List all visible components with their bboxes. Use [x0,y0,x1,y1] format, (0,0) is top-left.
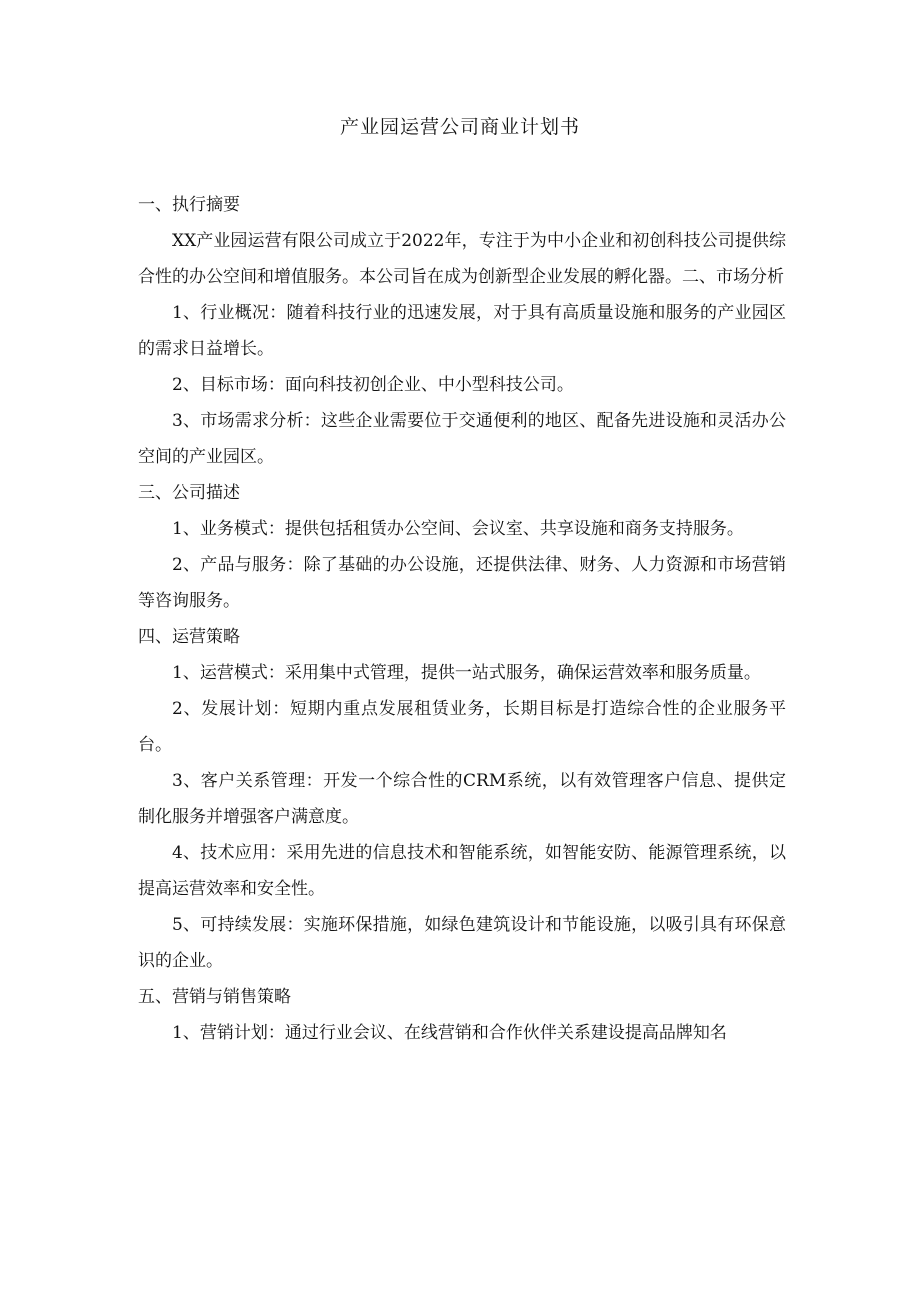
paragraph-marketing-plan: 1、营销计划：通过行业会议、在线营销和合作伙伴关系建设提高品牌知名 [172,1023,727,1043]
paragraph-operation-model: 1、运营模式：采用集中式管理，提供一站式服务，确保运营效率和服务质量。 [172,663,761,683]
section-heading-summary: 一、执行摘要 [138,195,240,215]
document-body [138,187,786,1051]
paragraph-development-plan: 2、发展计划：短期内重点发展租赁业务，长期目标是打造综合性的企业服务平台。 [138,699,786,755]
paragraph-summary: XX产业园运营有限公司成立于2022年，专注于为中小企业和初创科技公司提供综合性的办公空间和增值服务。本公司旨在成为创新型企业发展的孵化器。二、市场分析 [138,231,786,287]
paragraph-market-demand: 3、市场需求分析：这些企业需要位于交通便利的地区、配备先进设施和灵活办公空间的产业园区。 [138,411,786,467]
section-heading-operations: 四、运营策略 [138,627,240,647]
section-heading-company: 三、公司描述 [138,483,240,503]
paragraph-industry-overview: 1、行业概况：随着科技行业的迅速发展，对于具有高质量设施和服务的产业园区的需求日益增长。 [138,303,786,359]
paragraph-products-services: 2、产品与服务：除了基础的办公设施，还提供法律、财务、人力资源和市场营销等咨询服务。 [138,555,786,611]
paragraph-business-model: 1、业务模式：提供包括租赁办公空间、会议室、共享设施和商务支持服务。 [172,519,744,539]
paragraph-crm: 3、客户关系管理：开发一个综合性的CRM系统，以有效管理客户信息、提供定制化服务并增强客户满意度。 [138,771,786,827]
paragraph-technology: 4、技术应用：采用先进的信息技术和智能系统，如智能安防、能源管理系统，以提高运营效率和安全性。 [138,843,786,899]
section-heading-marketing: 五、营销与销售策略 [138,987,291,1007]
paragraph-sustainability: 5、可持续发展：实施环保措施，如绿色建筑设计和节能设施，以吸引具有环保意识的企业。 [138,915,786,971]
paragraph-target-market: 2、目标市场：面向科技初创企业、中小型科技公司。 [172,375,574,395]
document-title: 产业园运营公司商业计划书 [339,116,580,138]
